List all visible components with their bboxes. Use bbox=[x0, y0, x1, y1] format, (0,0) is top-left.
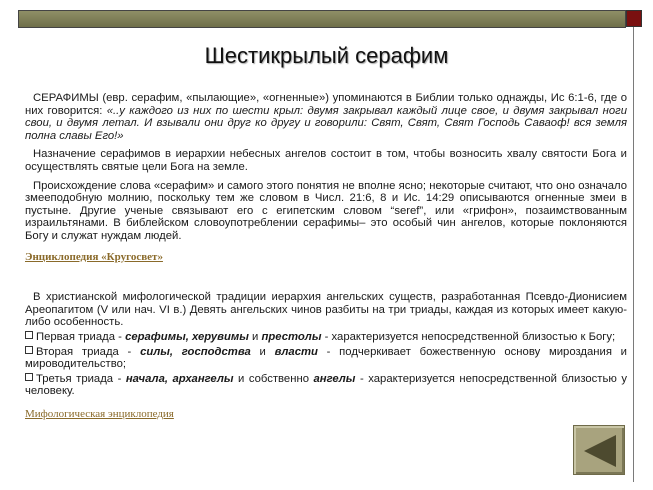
paragraph-purpose: Назначение серафимов в иерархии небесных ангелов состоит в том, чтобы возносить хвалу святости Бога и осуществлять святые цели Бога на земле. bbox=[25, 148, 627, 173]
paragraph-seraphim-definition bbox=[25, 92, 627, 142]
paragraph-origin: Происхождение слова «серафим» и самого этого понятия не вполне ясно; некоторые считают, что оно означало змееподобную молнию, поскольку тем же словом в Числ. 21:6, 8 и Ис. 14:29 описываются огненные змеи в пустыне. Другие ученые связывают его с египетским словом “seref”, или «грифон», позаимствованным израильтянами. В библейском словоупотреблении серафимы– это особый чин ангелов, которые поклоняются Богу и служат нуждам людей. bbox=[25, 179, 627, 242]
top-decor-bar bbox=[18, 10, 626, 28]
source-link-krugosvet[interactable]: Энциклопедия «Кругосвет» bbox=[25, 250, 163, 263]
slide-title: Шестикрылый серафим bbox=[204, 43, 449, 68]
back-button[interactable] bbox=[573, 425, 625, 475]
triangle-left-icon bbox=[574, 426, 626, 476]
top-accent-square bbox=[626, 10, 642, 27]
bullet-box-icon bbox=[25, 373, 33, 381]
slide-body bbox=[25, 92, 627, 426]
source-link-mythology[interactable]: Мифологическая энциклопедия bbox=[25, 407, 174, 420]
triad-item: Первая триада - серафимы, херувимы и престолы - характеризуется непосредственной близостью к Богу; bbox=[25, 331, 627, 344]
paragraph-hierarchy-intro: В христианской мифологической традиции иерархия ангельских существ, разработанная Псевдо-Дионисием Ареопагитом (V или нач. VI в.) Девять ангельских чинов разбиты на три триады, каждая из которых имеет какую-либо особенность. bbox=[25, 291, 627, 329]
isaiah-quote: «..у каждого из них по шести крыл: двумя закрывал каждый лице свое, и двумя закрывал ноги свои, и двумя летал. И взывали они друг ко другу и говорили: Свят, Свят, Свят Господь Саваоф! вся земля полна славы Его!» bbox=[25, 104, 627, 142]
bullet-box-icon bbox=[25, 346, 33, 354]
definition-lead: СЕРАФИМЫ (евр. серафим, «пылающие», «огненные») упоминаются в Библии только однажды, Ис 6:1-6, где о них говорится: bbox=[25, 92, 627, 117]
triad-item: Вторая триада - силы, господства и власти - подчеркивает божественную основу мироздания и мироводительство; bbox=[25, 345, 627, 371]
right-divider-line bbox=[633, 27, 634, 482]
bullet-box-icon bbox=[25, 331, 33, 339]
triad-item: Третья триада - начала, архангелы и собственно ангелы - характеризуется непосредственной близостью у человеку. bbox=[25, 372, 627, 398]
